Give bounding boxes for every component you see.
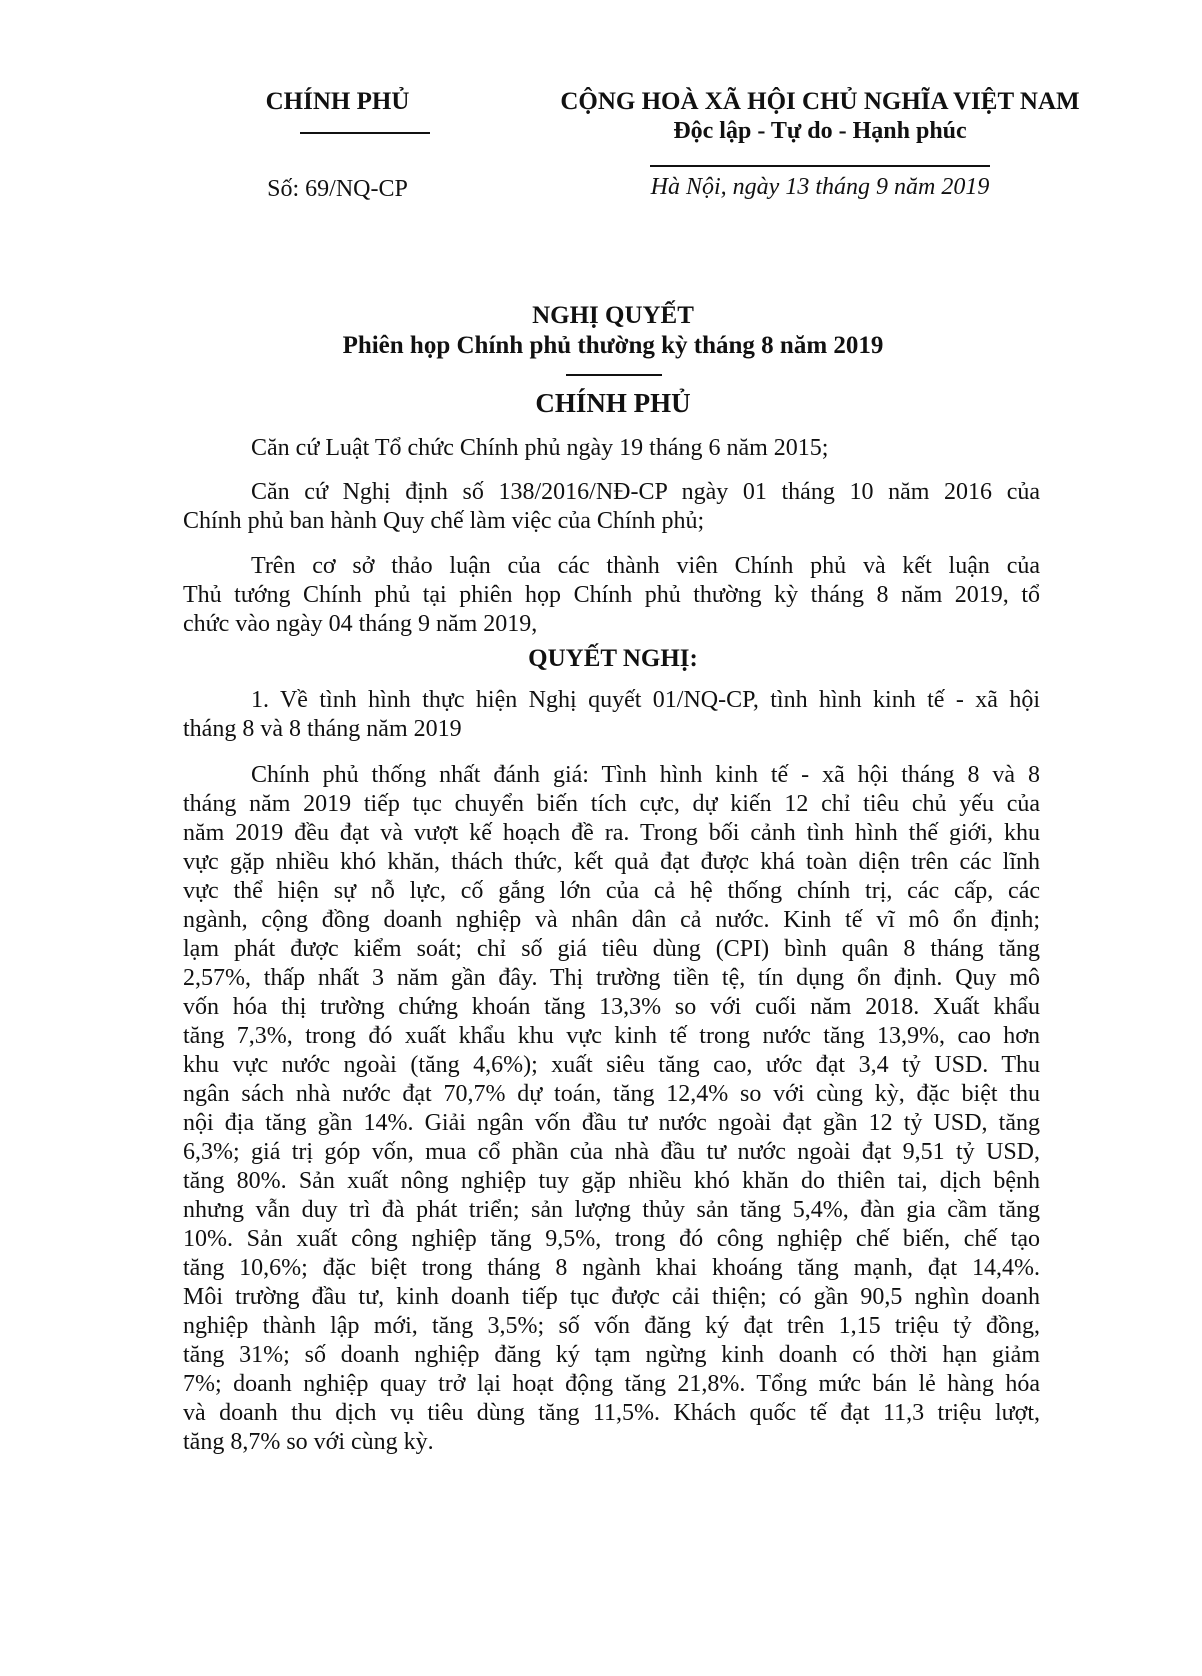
issuer-underline: [300, 132, 430, 134]
nation-name: CỘNG HOÀ XÃ HỘI CHỦ NGHĨA VIỆT NAM: [560, 88, 1080, 115]
text-line: tăng 7,3%, trong đó xuất khẩu khu vực kinh tế trong nước tăng 13,9%, cao hơn: [183, 1023, 1040, 1049]
text-line: 1. Về tình hình thực hiện Nghị quyết 01/NQ-CP, tình hình kinh tế - xã hội: [251, 687, 1040, 713]
text-line: Chính phủ thống nhất đánh giá: Tình hình kinh tế - xã hội tháng 8 và 8: [251, 762, 1040, 788]
document-subject: Phiên họp Chính phủ thường kỳ tháng 8 năm 2019: [342, 332, 884, 359]
text-line: vực thể hiện sự nỗ lực, cố gắng lớn của cả hệ thống chính trị, các cấp, các: [183, 878, 1040, 904]
text-line: 7%; doanh nghiệp quay trở lại hoạt động tăng 21,8%. Tổng mức bán lẻ hàng hóa: [183, 1371, 1040, 1397]
text-line: tăng 10,6%; đặc biệt trong tháng 8 ngành khai khoáng tăng mạnh, đạt 14,4%.: [183, 1255, 1040, 1281]
text-line: Môi trường đầu tư, kinh doanh tiếp tục được cải thiện; có gần 90,5 nghìn doanh: [183, 1284, 1040, 1310]
decision-heading: QUYẾT NGHỊ:: [528, 645, 698, 672]
text-line: và doanh thu dịch vụ tiêu dùng tăng 11,5%. Khách quốc tế đạt 11,3 triệu lượt,: [183, 1400, 1040, 1426]
motto-underline: [650, 165, 990, 167]
text-line: tháng năm 2019 tiếp tục chuyển biến tích cực, dự kiến 12 chỉ tiêu chủ yếu của: [183, 791, 1040, 817]
section-1-heading: [183, 686, 1040, 744]
text-line: Trên cơ sở thảo luận của các thành viên Chính phủ và kết luận của: [251, 553, 1040, 579]
title-underline: [566, 374, 662, 376]
text-line: tăng 8,7% so với cùng kỳ.: [183, 1429, 434, 1455]
text-line: năm 2019 đều đạt và vượt kế hoạch đề ra. Trong bối cảnh tình hình thế giới, khu: [183, 820, 1040, 846]
issuing-authority-heading: CHÍNH PHỦ: [535, 388, 691, 418]
text-line: nhưng vẫn duy trì đà phát triển; sản lượng thủy sản tăng 5,4%, đàn gia cầm tăng: [183, 1197, 1040, 1223]
text-line: vực gặp nhiều khó khăn, thách thức, kết quả đạt được khá toàn diện trên các lĩnh: [183, 849, 1040, 875]
section-1-body-paragraph: [183, 761, 1040, 1457]
text-line: lạm phát được kiểm soát; chỉ số giá tiêu dùng (CPI) bình quân 8 tháng tăng: [183, 936, 1040, 962]
text-line: nghiệp thành lập mới, tăng 3,5%; số vốn đăng ký đạt trên 1,15 triệu tỷ đồng,: [183, 1313, 1040, 1339]
preamble-legal-basis-1: [183, 434, 1040, 463]
place-and-date: Hà Nội, ngày 13 tháng 9 năm 2019: [650, 174, 990, 200]
text-line: khu vực nước ngoài (tăng 4,6%); xuất siêu tăng cao, ước đạt 3,4 tỷ USD. Thu: [183, 1052, 1040, 1078]
text-line: vốn hóa thị trường chứng khoán tăng 13,3% so với cuối năm 2018. Xuất khẩu: [183, 994, 1040, 1020]
issuer-name: CHÍNH PHỦ: [265, 88, 410, 115]
text-line: Thủ tướng Chính phủ tại phiên họp Chính phủ thường kỳ tháng 8 năm 2019, tổ: [183, 582, 1040, 608]
text-line: 10%. Sản xuất công nghiệp tăng 9,5%, trong đó công nghiệp chế biến, chế tạo: [183, 1226, 1040, 1252]
preamble-legal-basis-2: [183, 478, 1040, 536]
text-line: tăng 80%. Sản xuất nông nghiệp tuy gặp nhiều khó khăn do thiên tai, dịch bệnh: [183, 1168, 1040, 1194]
text-line: Căn cứ Nghị định số 138/2016/NĐ-CP ngày 01 tháng 10 năm 2016 của: [251, 479, 1040, 505]
text-line: tăng 31%; số doanh nghiệp đăng ký tạm ngừng kinh doanh có thời hạn giảm: [183, 1342, 1040, 1368]
text-line: ngân sách nhà nước đạt 70,7% dự toán, tăng 12,4% so với cùng kỳ, đặc biệt thu: [183, 1081, 1040, 1107]
document-type-title: NGHỊ QUYẾT: [532, 302, 694, 329]
national-motto: Độc lập - Tự do - Hạnh phúc: [673, 118, 967, 144]
text-line: nội địa tăng gần 14%. Giải ngân vốn đầu tư nước ngoài đạt gần 12 tỷ USD, tăng: [183, 1110, 1040, 1136]
preamble-basis-discussion: [183, 552, 1040, 639]
text-line: Căn cứ Luật Tổ chức Chính phủ ngày 19 tháng 6 năm 2015;: [251, 435, 829, 461]
text-line: Chính phủ ban hành Quy chế làm việc của Chính phủ;: [183, 508, 705, 534]
text-line: 2,57%, thấp nhất 3 năm gần đây. Thị trường tiền tệ, tín dụng ổn định. Quy mô: [183, 965, 1040, 991]
text-line: ngành, cộng đồng doanh nghiệp và nhân dân cả nước. Kinh tế vĩ mô ổn định;: [183, 907, 1040, 933]
document-number: Số: 69/NQ-CP: [267, 176, 408, 202]
text-line: chức vào ngày 04 tháng 9 năm 2019,: [183, 611, 538, 637]
text-line: tháng 8 và 8 tháng năm 2019: [183, 716, 462, 742]
text-line: 6,3%; giá trị góp vốn, mua cổ phần của nhà đầu tư nước ngoài đạt 9,51 tỷ USD,: [183, 1139, 1040, 1165]
